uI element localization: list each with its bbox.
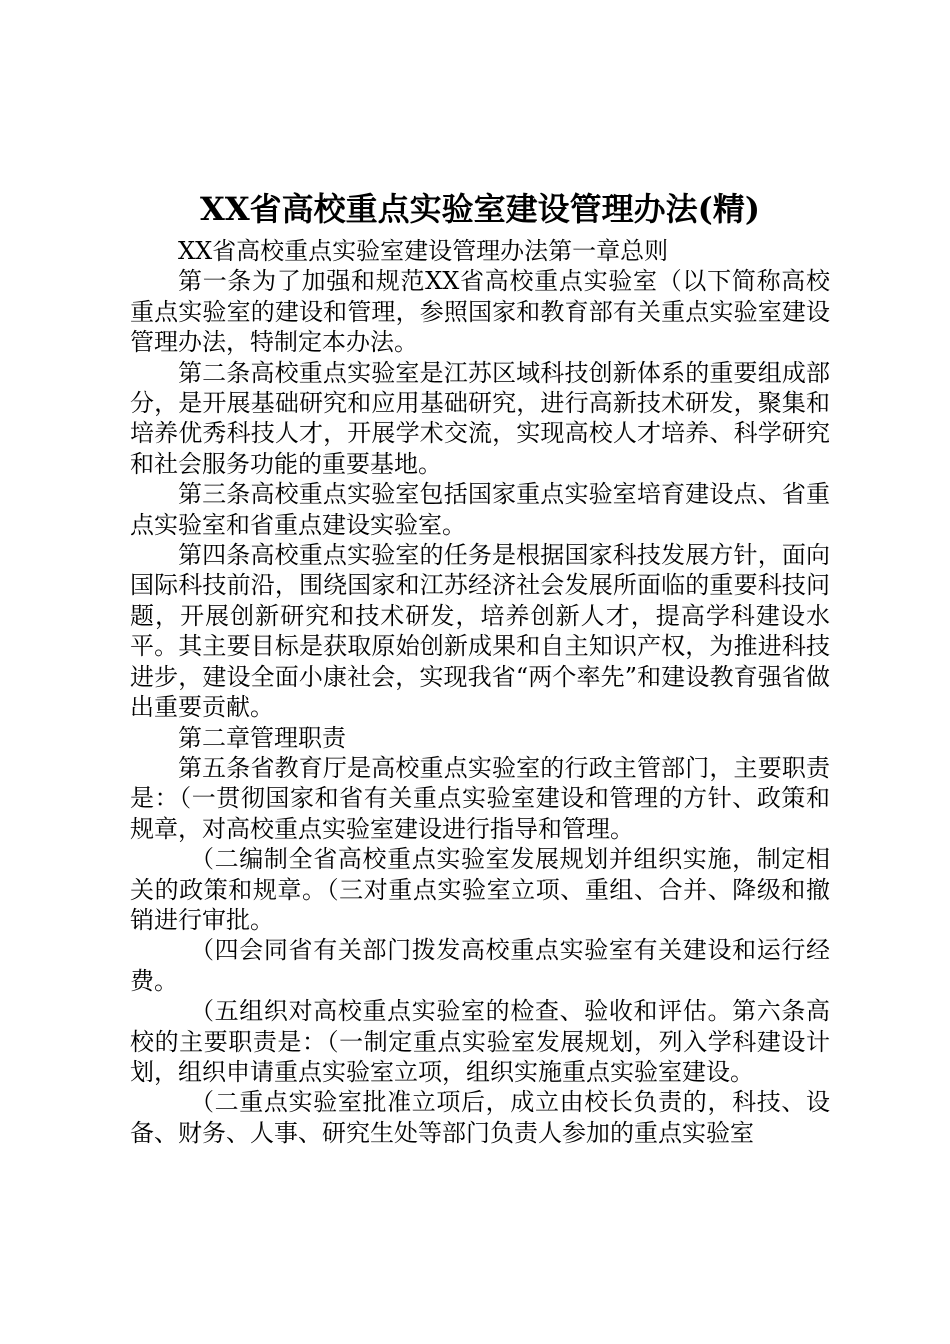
paragraph: 第五条省教育厅是高校重点实验室的行政主管部门，主要职责是：（一贯彻国家和省有关重点实验室建设和管理的方针、政策和规章，对高校重点实验室建设进行指导和管理。 — [130, 753, 830, 843]
paragraph: 第三条高校重点实验室包括国家重点实验室培育建设点、省重点实验室和省重点建设实验室。 — [130, 480, 830, 539]
document-body — [130, 236, 830, 1148]
paragraph: 第一条为了加强和规范XX省高校重点实验室（以下简称高校重点实验室的建设和管理，参照国家和教育部有关重点实验室建设管理办法，特制定本办法。 — [130, 267, 830, 357]
paragraph: XX省高校重点实验室建设管理办法第一章总则 — [178, 237, 669, 265]
paragraph: 第二章管理职责 — [178, 723, 346, 752]
paragraph: （二重点实验室批准立项后，成立由校长负责的，科技、设备、财务、人事、研究生处等部门负责人参加的重点实验室 — [130, 1088, 830, 1147]
document-title: XX省高校重点实验室建设管理办法(精) — [200, 190, 760, 228]
paragraph: 第四条高校重点实验室的任务是根据国家科技发展方针，面向国际科技前沿，围绕国家和江苏经济社会发展所面临的重要科技问题，开展创新研究和技术研发，培养创新人才，提高学科建设水平。其主要目标是获取原始创新成果和自主知识产权，为推进科技进步，建设全面小康社会，实现我省“两个率先”和建设教育强省做出重要贡献。 — [130, 541, 830, 722]
paragraph: （二编制全省高校重点实验室发展规划并组织实施，制定相关的政策和规章。（三对重点实验室立项、重组、合并、降级和撤销进行审批。 — [130, 845, 830, 934]
paragraph: （五组织对高校重点实验室的检查、验收和评估。第六条高校的主要职责是：（一制定重点实验室发展规划，列入学科建设计划，组织申请重点实验室立项，组织实施重点实验室建设。 — [130, 997, 830, 1086]
paragraph: 第二条高校重点实验室是江苏区域科技创新体系的重要组成部分，是开展基础研究和应用基础研究，进行高新技术研发，聚集和培养优秀科技人才，开展学术交流，实现高校人才培养、科学研究和社会服务功能的重要基地。 — [130, 358, 830, 478]
document-page — [130, 186, 830, 1148]
paragraph: （四会同省有关部门拨发高校重点实验室有关建设和运行经费。 — [130, 936, 830, 995]
